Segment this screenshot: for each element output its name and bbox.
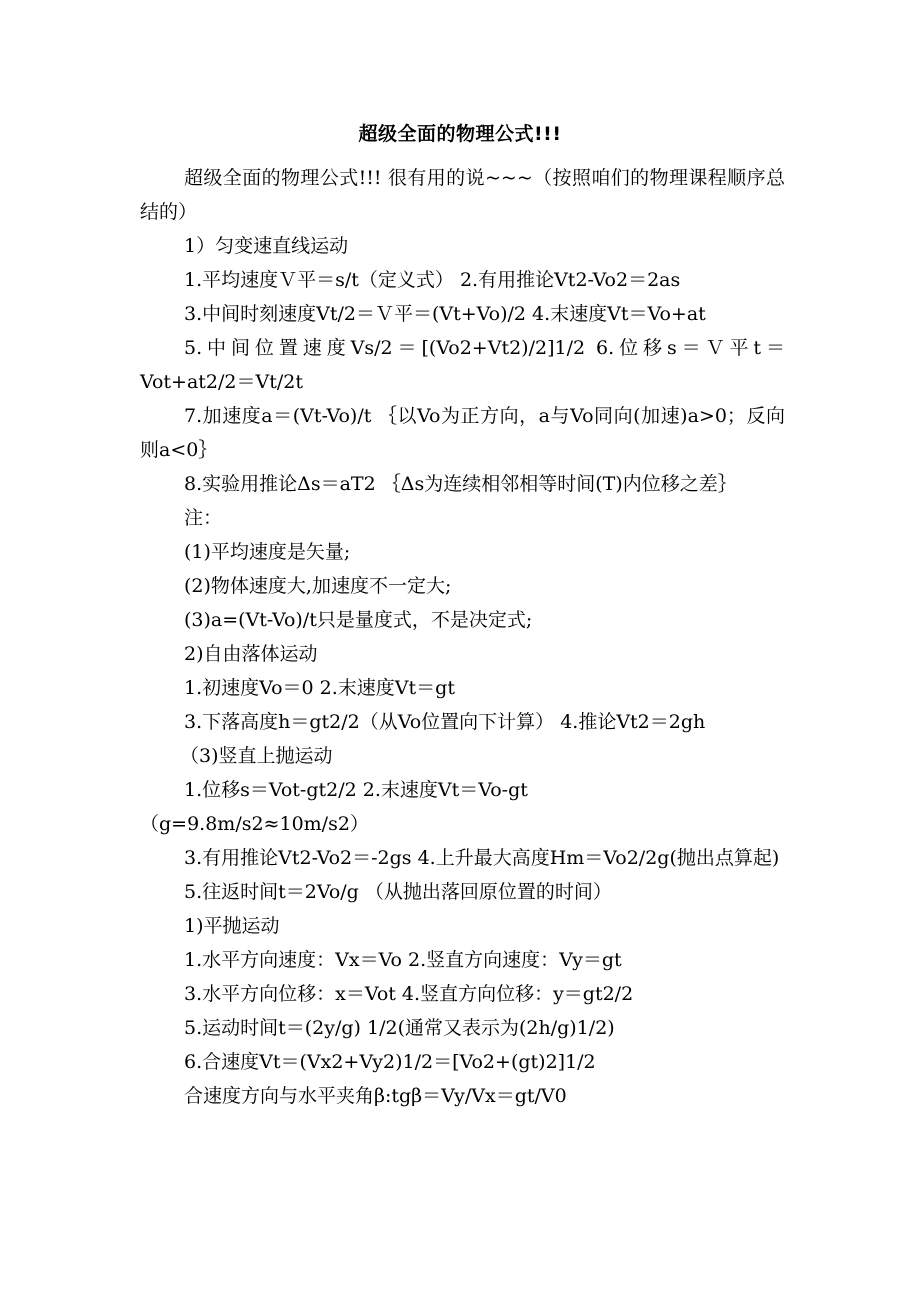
formula-line: 3.有用推论Vt2-Vo2＝-2gs 4.上升最大高度Hm＝Vo2/2g(抛出点算起) xyxy=(184,847,780,869)
formula-line: 5.运动时间t＝(2y/g) 1/2(通常又表示为(2h/g)1/2) xyxy=(184,1017,615,1039)
document-body xyxy=(140,161,785,1113)
formula-line: 8.实验用推论Δs＝aT2 ｛Δs为连续相邻相等时间(T)内位移之差｝ xyxy=(184,473,737,495)
section-heading-uniform-acceleration: 1）匀变速直线运动 xyxy=(184,235,349,257)
note-line: (3)a=(Vt-Vo)/t只是量度式，不是决定式; xyxy=(184,609,533,631)
formula-line: 3.水平方向位移：x＝Vot 4.竖直方向位移：y＝gt2/2 xyxy=(184,983,634,1005)
formula-line: 6.合速度Vt＝(Vx2+Vy2)1/2＝[Vo2+(gt)2]1/2 xyxy=(184,1051,596,1073)
document-title: 超级全面的物理公式!!! xyxy=(358,123,562,145)
notes-heading: 注： xyxy=(184,507,223,529)
formula-line: 1.水平方向速度：Vx＝Vo 2.竖直方向速度：Vy＝gt xyxy=(184,949,622,971)
formula-line: 3.下落高度h＝gt2/2（从Vo位置向下计算） 4.推论Vt2＝2gh xyxy=(184,711,706,733)
formula-line: 5.往返时间t＝2Vo/g （从抛出落回原位置的时间） xyxy=(184,881,612,903)
gravity-note: （g=9.8m/s2≈10m/s2） xyxy=(140,813,369,835)
formula-line: 1.平均速度Ｖ平＝s/t（定义式） 2.有用推论Vt2-Vo2＝2as xyxy=(184,269,681,291)
formula-line: 5.中间位置速度Vs/2＝[(Vo2+Vt2)/2]1/2 6.位移s＝Ｖ平t＝Vot+at2/2＝Vt/2t xyxy=(140,337,785,393)
formula-line: 1.位移s＝Vot-gt2/2 2.末速度Vt＝Vo-gt xyxy=(184,779,528,801)
section-heading-projectile: 1)平抛运动 xyxy=(184,915,280,937)
intro-paragraph: 超级全面的物理公式!!! 很有用的说~~~（按照咱们的物理课程顺序总结的） xyxy=(140,167,785,223)
note-line: (1)平均速度是矢量; xyxy=(184,541,351,563)
formula-line: 3.中间时刻速度Vt/2＝Ｖ平＝(Vt+Vo)/2 4.末速度Vt＝Vo+at xyxy=(184,303,706,325)
formula-line: 7.加速度a＝(Vt-Vo)/t ｛以Vo为正方向，a与Vo同向(加速)a>0；反向则a<0｝ xyxy=(140,405,785,461)
formula-line: 合速度方向与水平夹角β:tgβ＝Vy/Vx＝gt/V0 xyxy=(184,1085,567,1107)
note-line: (2)物体速度大,加速度不一定大; xyxy=(184,575,452,597)
formula-line: 1.初速度Vo＝0 2.末速度Vt＝gt xyxy=(184,677,455,699)
section-heading-free-fall: 2)自由落体运动 xyxy=(184,643,318,665)
section-heading-vertical-throw: （3)竖直上抛运动 xyxy=(180,745,333,767)
